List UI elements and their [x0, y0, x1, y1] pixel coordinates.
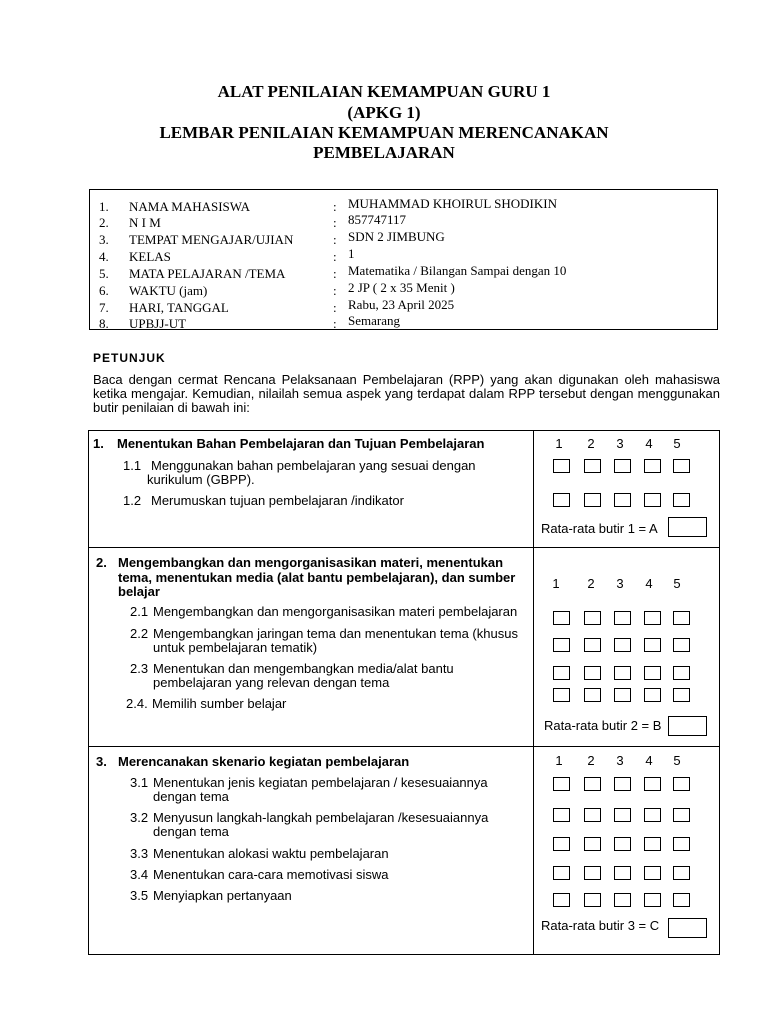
identity-label: UPBJJ-UT [129, 316, 187, 331]
item-number: 2.4. [126, 696, 148, 711]
score-checkbox[interactable] [553, 808, 570, 822]
scale-header-2 [549, 576, 689, 592]
scale-2: 2 [587, 753, 595, 768]
item-text-cont: dengan tema [153, 789, 229, 804]
identity-num: 7. [99, 300, 109, 315]
section-2-title-line3: belajar [118, 584, 160, 599]
identity-num: 3. [99, 232, 109, 247]
identity-num: 4. [99, 249, 109, 264]
section-divider [88, 746, 720, 747]
identity-value: Semarang [348, 313, 400, 328]
identity-colon: : [333, 266, 337, 281]
score-checkbox[interactable] [614, 837, 631, 851]
identity-label: N I M [129, 215, 161, 230]
score-checkbox[interactable] [584, 638, 601, 652]
score-checkbox[interactable] [673, 688, 690, 702]
score-checkbox[interactable] [614, 611, 631, 625]
section-2-number: 2. [96, 555, 107, 570]
score-checkbox[interactable] [673, 638, 690, 652]
item-number: 3.4 [130, 867, 149, 882]
identity-label: WAKTU (jam) [129, 283, 208, 298]
score-checkbox[interactable] [614, 666, 631, 680]
score-checkbox[interactable] [584, 611, 601, 625]
item-3-4 [130, 867, 525, 883]
identity-row-upbjj [90, 313, 717, 333]
item-2-4 [126, 696, 521, 712]
identity-row-school [90, 229, 717, 249]
item-number: 2.1 [130, 604, 149, 619]
score-checkbox[interactable] [553, 893, 570, 907]
identity-value: SDN 2 JIMBUNG [348, 229, 445, 244]
scale-header-3 [552, 753, 692, 769]
score-checkbox[interactable] [673, 808, 690, 822]
identity-num: 5. [99, 266, 109, 281]
item-text: Menentukan jenis kegiatan pembelajaran / kesesuaiannya [153, 775, 488, 790]
form-subtitle-line1: LEMBAR PENILAIAN KEMAMPUAN MERENCANAKAN [159, 123, 609, 142]
item-text: Mengembangkan dan mengorganisasikan materi pembelajaran [153, 604, 518, 619]
item-3-1 [130, 775, 525, 807]
section-divider [88, 547, 720, 548]
scale-2: 2 [587, 436, 595, 451]
item-text: Menggunakan bahan pembelajaran yang sesuai dengan [151, 458, 476, 473]
score-checkbox[interactable] [584, 459, 601, 473]
identity-colon: : [333, 232, 337, 247]
item-text: Mengembangkan jaringan tema dan menentukan tema (khusus [153, 626, 518, 641]
score-checkbox[interactable] [584, 837, 601, 851]
scale-5: 5 [673, 753, 681, 768]
item-3-2 [130, 810, 525, 842]
average-box-a[interactable] [668, 517, 707, 537]
score-checkbox[interactable] [553, 611, 570, 625]
score-checkbox[interactable] [644, 611, 661, 625]
scale-3: 3 [616, 436, 624, 451]
item-text-cont: pembelajaran yang relevan dengan tema [153, 675, 390, 690]
identity-value: Matematika / Bilangan Sampai dengan 10 [348, 263, 567, 278]
table-column-divider [533, 430, 534, 955]
item-text-cont: dengan tema [153, 824, 229, 839]
score-checkbox[interactable] [584, 893, 601, 907]
item-text: Menentukan cara-cara memotivasi siswa [153, 867, 389, 882]
score-checkbox[interactable] [673, 666, 690, 680]
scale-1: 1 [555, 753, 563, 768]
item-3-3 [130, 846, 525, 862]
item-number: 3.3 [130, 846, 149, 861]
form-title: ALAT PENILAIAN KEMAMPUAN GURU 1 [217, 82, 551, 101]
identity-value: 2 JP ( 2 x 35 Menit ) [348, 280, 455, 295]
score-checkbox[interactable] [644, 688, 661, 702]
scale-5: 5 [673, 436, 681, 451]
score-checkbox[interactable] [644, 777, 661, 791]
form-code: (APKG 1) [347, 103, 421, 122]
score-checkbox[interactable] [584, 493, 601, 507]
item-number: 3.1 [130, 775, 149, 790]
instructions-heading: PETUNJUK [93, 351, 166, 365]
identity-value: Rabu, 23 April 2025 [348, 297, 455, 312]
score-checkbox[interactable] [614, 866, 631, 880]
item-text: Menentukan alokasi waktu pembelajaran [153, 846, 389, 861]
score-checkbox[interactable] [553, 638, 570, 652]
identity-colon: : [333, 283, 337, 298]
item-text: Menyusun langkah-langkah pembelajaran /kesesuaiannya [153, 810, 489, 825]
instructions-text: Baca dengan cermat Rencana Pelaksanaan Pembelajaran (RPP) yang akan digunakan oleh mahasiswa ketika mengajar. Kemudian, nilailah semua aspek yang terdapat dalam RPP tersebut dengan menggunakan butir penilaian di bawah ini: [93, 372, 720, 415]
average-label-b: Rata-rata butir 2 = B [544, 718, 662, 733]
item-2-3 [130, 661, 525, 693]
score-checkbox[interactable] [614, 688, 631, 702]
identity-colon: : [333, 199, 337, 214]
section-1-title: Menentukan Bahan Pembelajaran dan Tujuan Pembelajaran [117, 436, 485, 451]
score-checkbox[interactable] [644, 893, 661, 907]
scale-5: 5 [673, 576, 681, 591]
item-text: Menyiapkan pertanyaan [153, 888, 292, 903]
identity-colon: : [333, 300, 337, 315]
score-checkbox[interactable] [614, 493, 631, 507]
score-checkbox[interactable] [614, 777, 631, 791]
section-3-title: Merencanakan skenario kegiatan pembelajaran [118, 754, 410, 769]
score-checkbox[interactable] [584, 777, 601, 791]
scale-4: 4 [645, 436, 653, 451]
section-2-title-line2: tema, menentukan media (alat bantu pembelajaran), dan sumber [118, 570, 516, 585]
score-checkbox[interactable] [614, 459, 631, 473]
score-checkbox[interactable] [553, 688, 570, 702]
score-checkbox[interactable] [644, 866, 661, 880]
score-checkbox[interactable] [644, 459, 661, 473]
score-checkbox[interactable] [584, 666, 601, 680]
identity-colon: : [333, 249, 337, 264]
score-checkbox[interactable] [673, 493, 690, 507]
scale-1: 1 [555, 436, 563, 451]
score-checkbox[interactable] [673, 893, 690, 907]
identity-num: 2. [99, 215, 109, 230]
item-number: 1.2 [123, 493, 142, 508]
score-checkbox[interactable] [614, 638, 631, 652]
item-text: Menentukan dan mengembangkan media/alat bantu [153, 661, 454, 676]
identity-label: NAMA MAHASISWA [129, 199, 250, 214]
score-checkbox[interactable] [584, 688, 601, 702]
average-box-c[interactable] [668, 918, 707, 938]
identity-value: 857747117 [348, 212, 407, 227]
score-checkbox[interactable] [673, 459, 690, 473]
average-label-c: Rata-rata butir 3 = C [541, 918, 660, 933]
score-checkbox[interactable] [673, 611, 690, 625]
identity-colon: : [333, 316, 337, 331]
item-text: Merumuskan tujuan pembelajaran /indikator [151, 493, 404, 508]
identity-value: 1 [348, 246, 355, 261]
score-checkbox[interactable] [553, 493, 570, 507]
identity-num: 6. [99, 283, 109, 298]
identity-num: 8. [99, 316, 109, 331]
score-checkbox[interactable] [553, 459, 570, 473]
item-2-1 [130, 604, 525, 620]
score-checkbox[interactable] [644, 493, 661, 507]
identity-label: HARI, TANGGAL [129, 300, 229, 315]
score-checkbox[interactable] [614, 893, 631, 907]
scale-2: 2 [587, 576, 595, 591]
identity-colon: : [333, 215, 337, 230]
item-number: 3.2 [130, 810, 149, 825]
scale-3: 3 [616, 576, 624, 591]
score-checkbox[interactable] [553, 837, 570, 851]
item-text: Memilih sumber belajar [152, 696, 287, 711]
score-checkbox[interactable] [644, 638, 661, 652]
scale-3: 3 [616, 753, 624, 768]
score-checkbox[interactable] [673, 837, 690, 851]
scale-1: 1 [552, 576, 560, 591]
identity-box [89, 189, 718, 330]
score-checkbox[interactable] [553, 666, 570, 680]
identity-label: KELAS [129, 249, 171, 264]
score-checkbox[interactable] [553, 777, 570, 791]
identity-label: MATA PELAJARAN /TEMA [129, 266, 286, 281]
section-2-title-line1: Mengembangkan dan mengorganisasikan materi, menentukan [118, 555, 504, 570]
score-checkbox[interactable] [553, 866, 570, 880]
scale-4: 4 [645, 576, 653, 591]
score-checkbox[interactable] [673, 777, 690, 791]
item-3-5 [130, 888, 525, 904]
item-number: 1.1 [123, 458, 142, 473]
item-number: 2.3 [130, 661, 149, 676]
scale-4: 4 [645, 753, 653, 768]
score-checkbox[interactable] [584, 808, 601, 822]
item-number: 2.2 [130, 626, 149, 641]
section-1-number: 1. [93, 436, 104, 451]
item-text-cont: kurikulum (GBPP). [147, 472, 255, 487]
identity-label: TEMPAT MENGAJAR/UJIAN [129, 232, 294, 247]
score-checkbox[interactable] [644, 666, 661, 680]
score-checkbox[interactable] [614, 808, 631, 822]
item-number: 3.5 [130, 888, 149, 903]
identity-num: 1. [99, 199, 109, 214]
scale-header-1 [552, 436, 692, 452]
item-text-cont: untuk pembelajaran tematik) [153, 640, 318, 655]
score-checkbox[interactable] [644, 808, 661, 822]
identity-value: MUHAMMAD KHOIRUL SHODIKIN [348, 196, 557, 211]
form-subtitle-line2: PEMBELAJARAN [313, 143, 455, 162]
score-checkbox[interactable] [673, 866, 690, 880]
score-checkbox[interactable] [644, 837, 661, 851]
section-3-number: 3. [96, 754, 107, 769]
item-2-2 [130, 626, 525, 658]
score-checkbox[interactable] [584, 866, 601, 880]
identity-row-date [90, 297, 717, 317]
item-1-1 [123, 458, 523, 490]
average-label-a: Rata-rata butir 1 = A [541, 521, 658, 536]
item-1-2 [123, 493, 523, 509]
average-box-b[interactable] [668, 716, 707, 736]
